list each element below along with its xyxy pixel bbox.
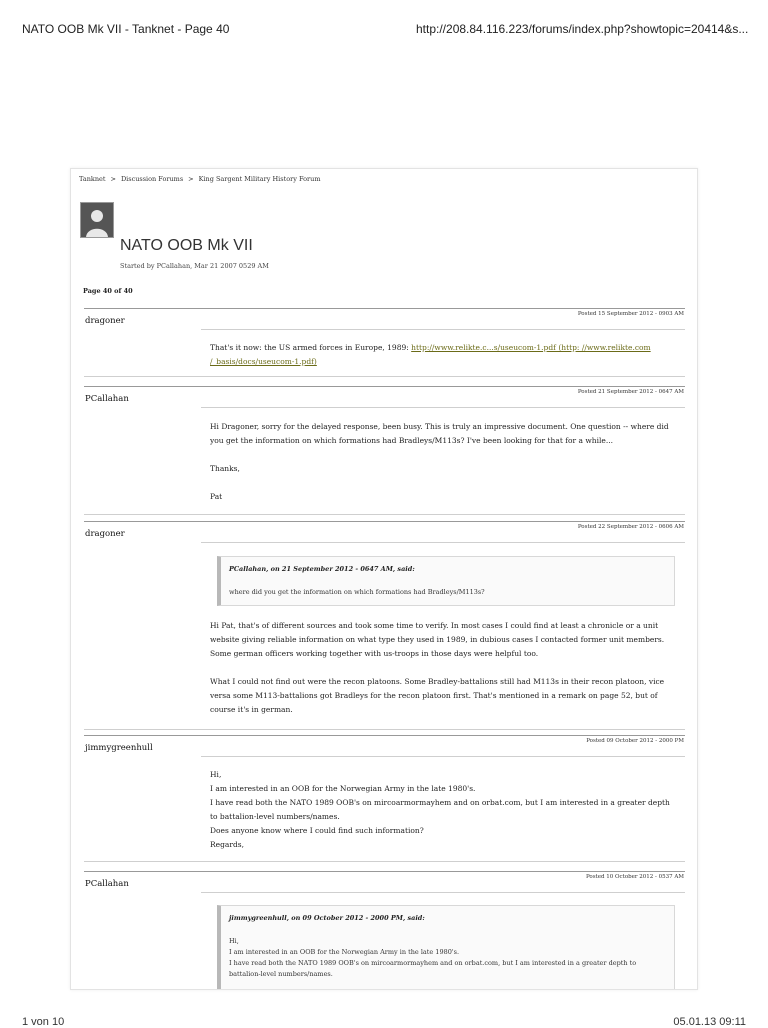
post-body — [210, 341, 672, 369]
page-indicator: Page 40 of 40 — [83, 287, 133, 295]
quote-block — [217, 905, 675, 990]
post-line: Regards, — [210, 840, 244, 849]
quote-body — [229, 587, 659, 598]
browser-tab-title: NATO OOB Mk VII - Tanknet - Page 40 — [22, 22, 230, 36]
post-date[interactable]: Posted 22 September 2012 - 0606 AM — [577, 524, 684, 530]
post — [84, 386, 685, 516]
topic-started-by: Started by PCallahan, Mar 21 2007 0529 AM — [120, 262, 269, 270]
post-text: That's it now: the US armed forces in Europe, 1989: — [210, 343, 412, 352]
breadcrumb-item-forum[interactable]: King Sargent Military History Forum — [198, 175, 321, 183]
pdf-link[interactable]: http://www.relikte.c...s/useucom-1.pdf (http: //www.relikte.com /_basis/docs/useucom-1.pdf) — [210, 343, 651, 366]
page-title: NATO OOB Mk VII — [120, 237, 253, 254]
post-line: I have read both the NATO 1989 OOB's on mircoarmormayhem and on orbat.com, but I am interested in a greater depth to battalion-level numbers/names. — [210, 798, 670, 821]
avatar[interactable] — [80, 202, 114, 238]
post-body — [210, 768, 672, 852]
breadcrumb — [79, 175, 320, 183]
quote-line: I have read both the NATO 1989 OOB's on mircoarmormayhem and on orbat.com, but I am interested in a greater depth to battalion-level numbers/names. — [229, 959, 637, 978]
post-body — [210, 420, 672, 518]
quote-line: Hi, — [229, 937, 239, 945]
post-author[interactable]: jimmygreenhull — [85, 743, 153, 753]
quote-block — [217, 556, 675, 606]
post-line: Does anyone know where I could find such information? — [210, 826, 424, 835]
post-paragraph: Hi Dragoner, sorry for the delayed response, been busy. This is truly an impressive document. One question -- where did you get the information on which formations had Bradleys/M113s? I've been looking for that for a while... — [210, 422, 669, 445]
post-paragraph: Pat — [210, 492, 223, 501]
breadcrumb-item-discussion-forums[interactable]: Discussion Forums — [120, 175, 184, 183]
forum-page — [70, 168, 698, 990]
post — [84, 871, 685, 990]
post-date[interactable]: Posted 21 September 2012 - 0647 AM — [577, 389, 684, 395]
page-url: http://208.84.116.223/forums/index.php?showtopic=20414&s... — [416, 22, 749, 36]
post-author[interactable]: PCallahan — [85, 879, 129, 889]
breadcrumb-separator: > — [110, 175, 116, 183]
post-author[interactable]: dragoner — [85, 529, 125, 539]
breadcrumb-separator: > — [188, 175, 194, 183]
post-paragraph: Hi Pat, that's of different sources and took some time to verify. In most cases I could find at least a chronicle or a unit website giving reliable information on what type they used in 1989, in dubious cases I contacted former unit members. Some german officers working together with us-troops in those days were helpful too. — [210, 621, 665, 658]
post-date[interactable]: Posted 09 October 2012 - 2000 PM — [586, 738, 684, 744]
post-line: Hi, — [210, 770, 222, 779]
post-date[interactable]: Posted 10 October 2012 - 0537 AM — [585, 874, 684, 880]
post-paragraph: What I could not find out were the recon platoons. Some Bradley-battalions still had M113s in their recon platoon, vice versa some M113-battalions got Bradleys for the recon platoon first. That's mentioned in a remark on page 52, but of course it's in german. — [210, 677, 665, 714]
post — [84, 308, 685, 378]
quote-line: where did you get the information on which formations had Bradleys/M113s? — [229, 588, 485, 596]
post-line: I am interested in an OOB for the Norwegian Army in the late 1980's. — [210, 784, 476, 793]
print-footer-left: 1 von 10 — [22, 1016, 65, 1028]
post-date[interactable]: Posted 15 September 2012 - 0903 AM — [577, 311, 684, 317]
post — [84, 521, 685, 731]
user-silhouette-icon — [81, 203, 113, 237]
post-author[interactable]: PCallahan — [85, 394, 129, 404]
post — [84, 735, 685, 865]
quote-body — [229, 936, 659, 980]
post-paragraph: Thanks, — [210, 464, 240, 473]
quote-header: PCallahan, on 21 September 2012 - 0647 AM, said: — [229, 565, 415, 573]
quote-line: I am interested in an OOB for the Norwegian Army in the late 1980's. — [229, 948, 460, 956]
post-body — [210, 619, 672, 731]
quote-header: jimmygreenhull, on 09 October 2012 - 2000 PM, said: — [229, 914, 425, 922]
breadcrumb-item-tanknet[interactable]: Tanknet — [79, 175, 106, 183]
post-author[interactable]: dragoner — [85, 316, 125, 326]
print-footer-right: 05.01.13 09:11 — [673, 1016, 746, 1028]
